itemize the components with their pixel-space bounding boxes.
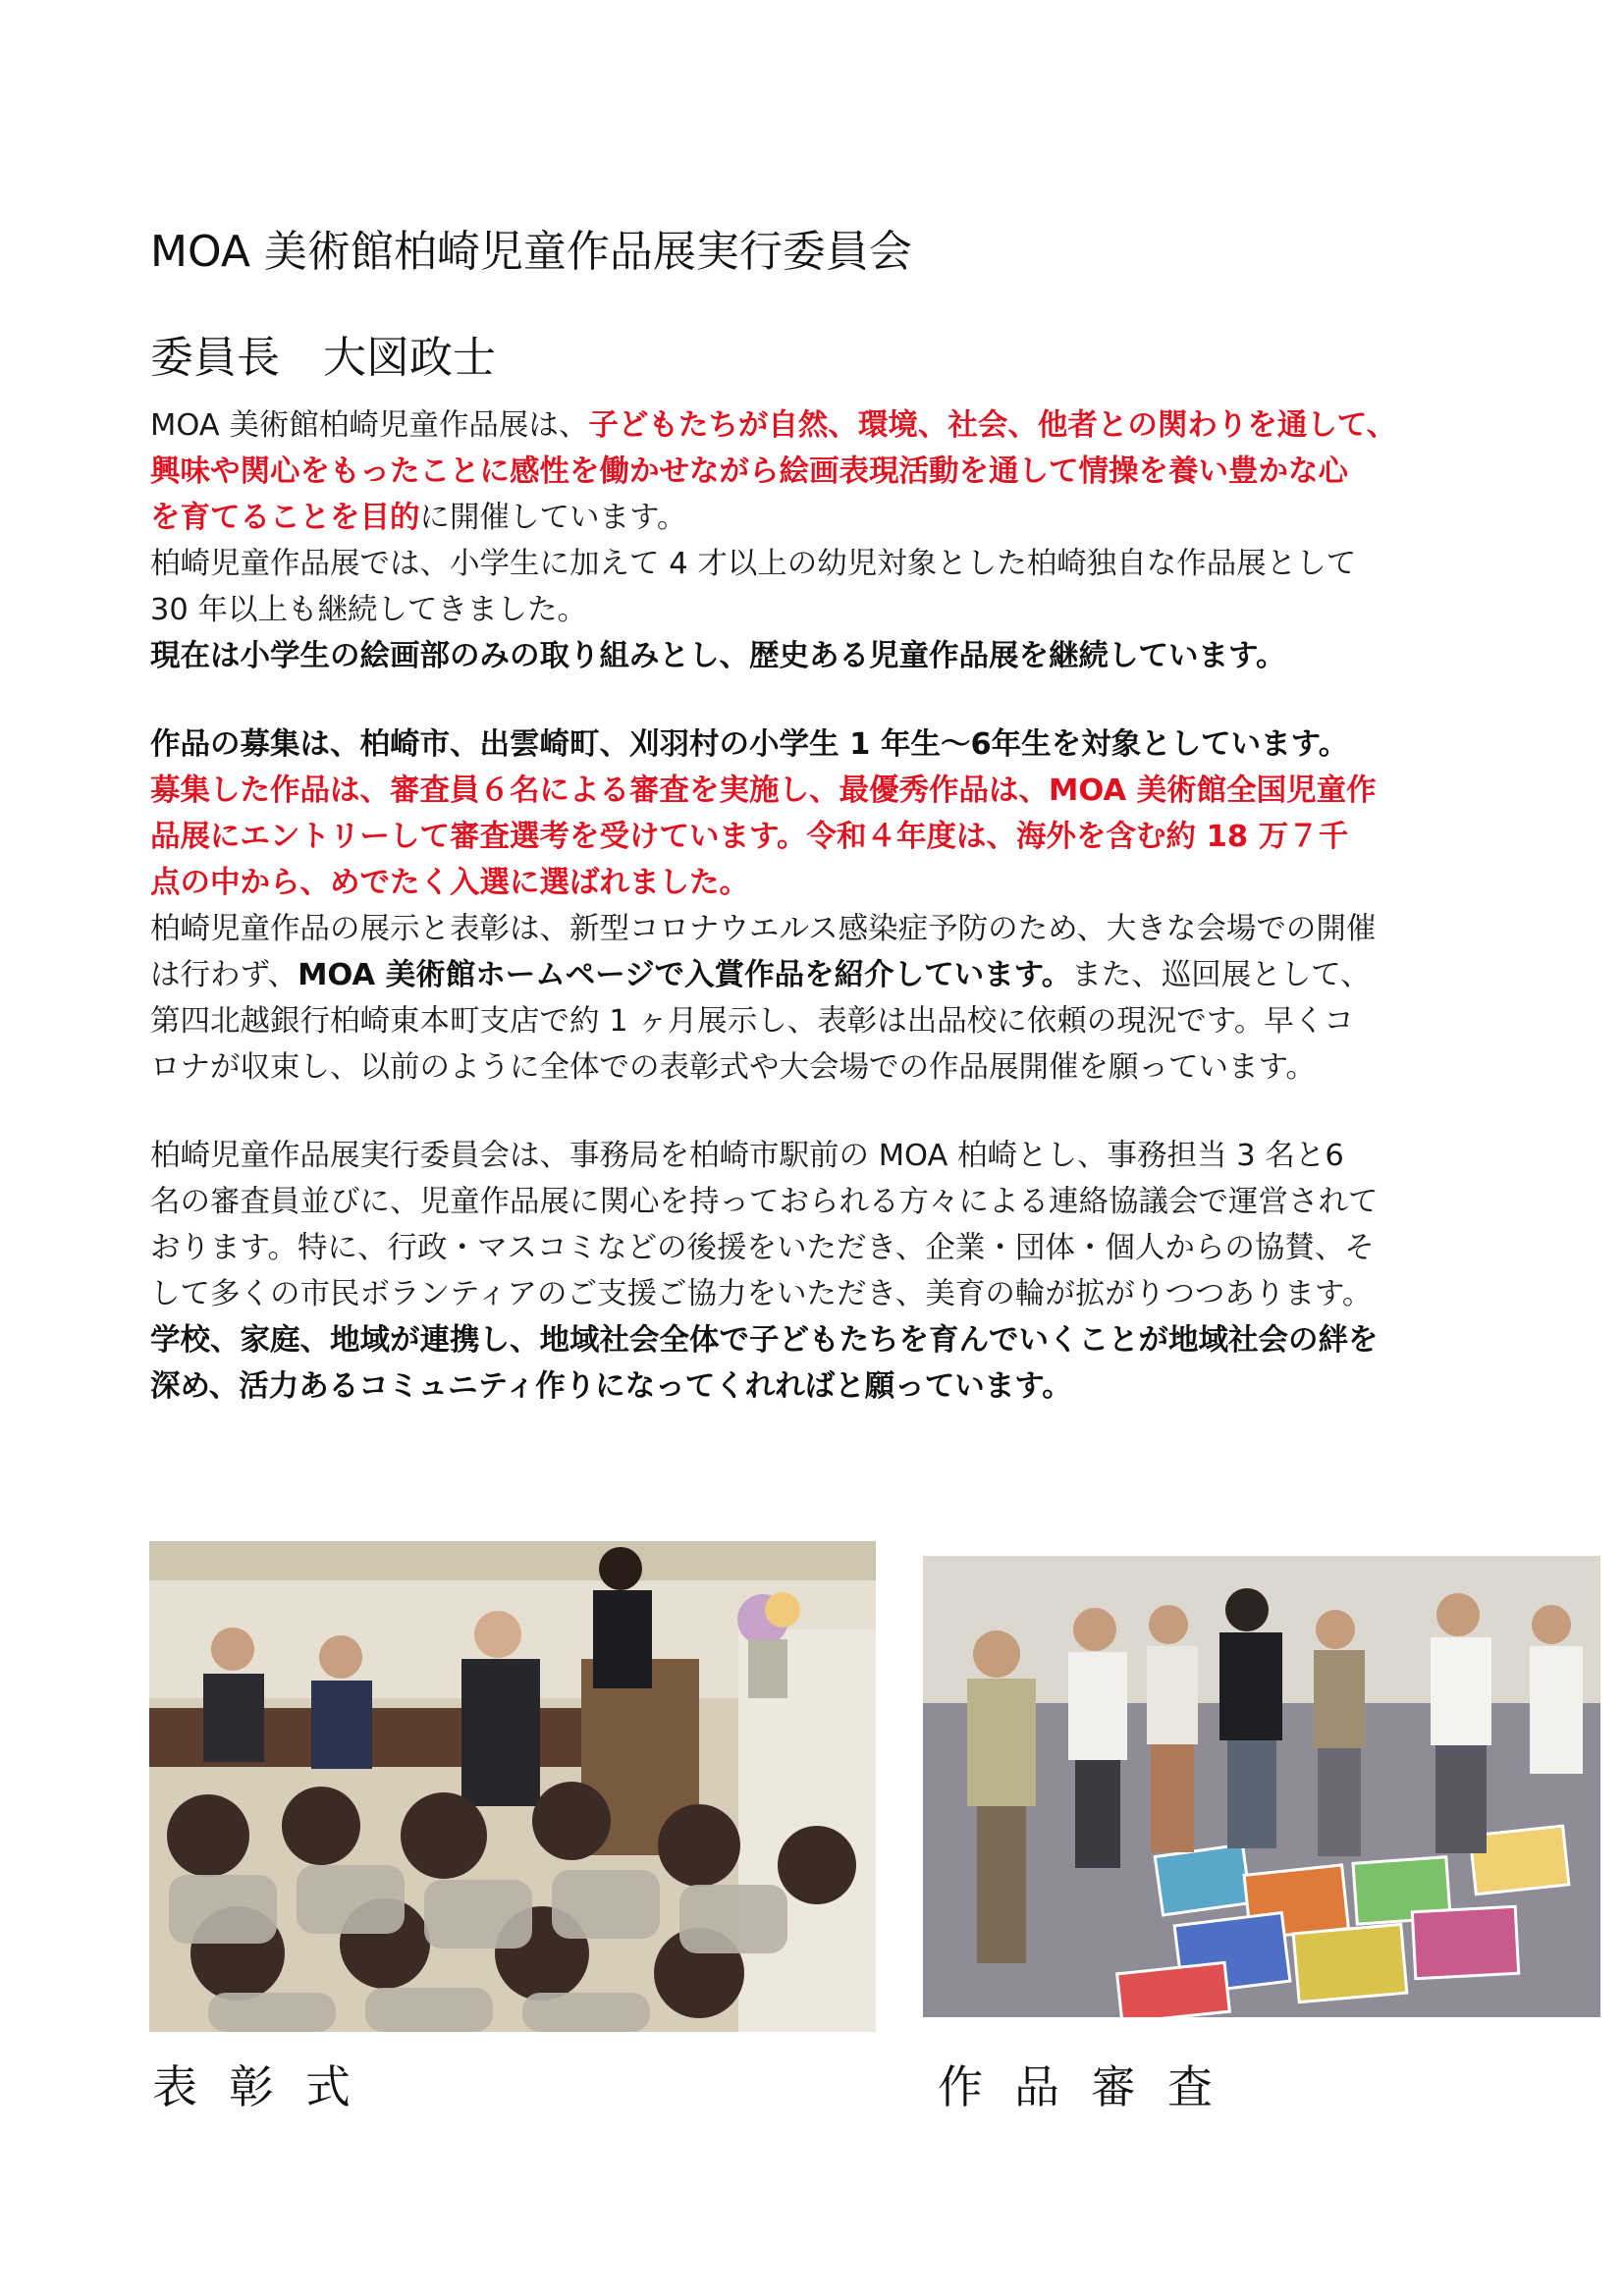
bold-text: 深め、活力あるコミュニティ作りになってくれればと願っています。 [150, 1369, 1072, 1404]
paragraph-3 [150, 1133, 1486, 1410]
text-line [150, 1317, 1486, 1363]
text-segment: また、巡回展として、 [1071, 958, 1371, 992]
text-line [150, 1133, 1486, 1179]
paragraph-1 [150, 402, 1486, 679]
text-line [150, 906, 1486, 952]
paragraph-2 [150, 721, 1486, 1091]
text-segment: して多くの市民ボランティアのご支援ご協力をいただき、美育の輪が拡がりつつあります。 [150, 1277, 1373, 1311]
artwork-judging-photo [923, 1556, 1600, 2017]
text-line [150, 1363, 1486, 1410]
bold-text: 現在は小学生の絵画部のみの取り組みとし、歴史ある児童作品展を継続しています。 [150, 639, 1286, 673]
text-segment: 30 年以上も継続してきました。 [150, 593, 588, 627]
text-segment: 柏崎児童作品展実行委員会は、事務局を柏崎市駅前の MOA 柏崎とし、事務担当 3 名と6 [150, 1139, 1344, 1173]
text-line [150, 449, 1486, 495]
bold-text: MOA 美術館ホームページで入賞作品を紹介しています。 [298, 958, 1072, 992]
text-line [150, 1044, 1486, 1091]
paragraph-gap [150, 679, 1486, 721]
text-segment: 柏崎児童作品の展示と表彰は、新型コロナウエルス感染症予防のため、大きな会場での開催 [150, 912, 1377, 946]
text-line [150, 768, 1486, 814]
text-segment: に開催しています。 [419, 501, 687, 535]
text-segment: 名の審査員並びに、児童作品展に関心を持っておられる方々による連絡協議会で運営されて [150, 1185, 1379, 1219]
bold-text: 作品の募集は、柏崎市、出雲崎町、刈羽村の小学生 1 年生～6年生を対象としています。 [150, 727, 1349, 762]
emphasis-text: 募集した作品は、審査員６名による審査を実施し、最優秀作品は、MOA 美術館全国児童作 [150, 774, 1377, 808]
text-segment: 柏崎児童作品展では、小学生に加えて 4 才以上の幼児対象とした柏崎独自な作品展として [150, 547, 1357, 581]
text-line [150, 952, 1486, 998]
text-line [150, 1225, 1486, 1271]
text-line [150, 402, 1486, 449]
text-line [150, 814, 1486, 860]
emphasis-text: 品展にエントリーして審査選考を受けています。令和４年度は、海外を含む約 18 万７千 [150, 820, 1349, 854]
emphasis-text: 興味や関心をもったことに感性を働かせながら絵画表現活動を通して情操を養い豊かな心 [150, 454, 1348, 489]
text-segment: ロナが収束し、以前のように全体での表彰式や大会場での作品展開催を願っています。 [150, 1050, 1317, 1085]
text-segment: 第四北越銀行柏崎東本町支店で約 1 ヶ月展示し、表彰は出品校に依頼の現況です。早くコ [150, 1004, 1354, 1039]
award-ceremony-photo [149, 1541, 876, 2032]
text-line [150, 1271, 1486, 1317]
paragraph-gap [150, 1091, 1486, 1133]
bold-text: 学校、家庭、地域が連携し、地域社会全体で子どもたちを育んでいくことが地域社会の絆を [150, 1323, 1379, 1358]
artwork-judging-caption: 作品審査 [938, 2060, 1244, 2113]
emphasis-text: 点の中から、めでたく入選に選ばれました。 [150, 866, 749, 900]
emphasis-text: を育てることを目的 [150, 501, 420, 535]
text-line [150, 1179, 1486, 1225]
chair-name: 委員長 大図政士 [150, 333, 496, 383]
text-segment: おります。特に、行政・マスコミなどの後援をいただき、企業・団体・個人からの協賛、そ [150, 1231, 1375, 1265]
text-segment: は行わず、 [150, 958, 298, 992]
organization-title: MOA 美術館柏崎児童作品展実行委員会 [150, 227, 912, 277]
text-line [150, 587, 1486, 633]
text-line [150, 495, 1486, 541]
emphasis-text: 子どもたちが自然、環境、社会、他者との関わりを通して、 [588, 408, 1397, 443]
award-ceremony-caption: 表彰式 [152, 2060, 382, 2113]
text-line [150, 541, 1486, 587]
text-line [150, 998, 1486, 1044]
body-text [150, 402, 1486, 1410]
text-segment: MOA 美術館柏崎児童作品展は、 [150, 408, 589, 443]
text-line [150, 721, 1486, 768]
text-line [150, 860, 1486, 906]
text-line [150, 633, 1486, 679]
